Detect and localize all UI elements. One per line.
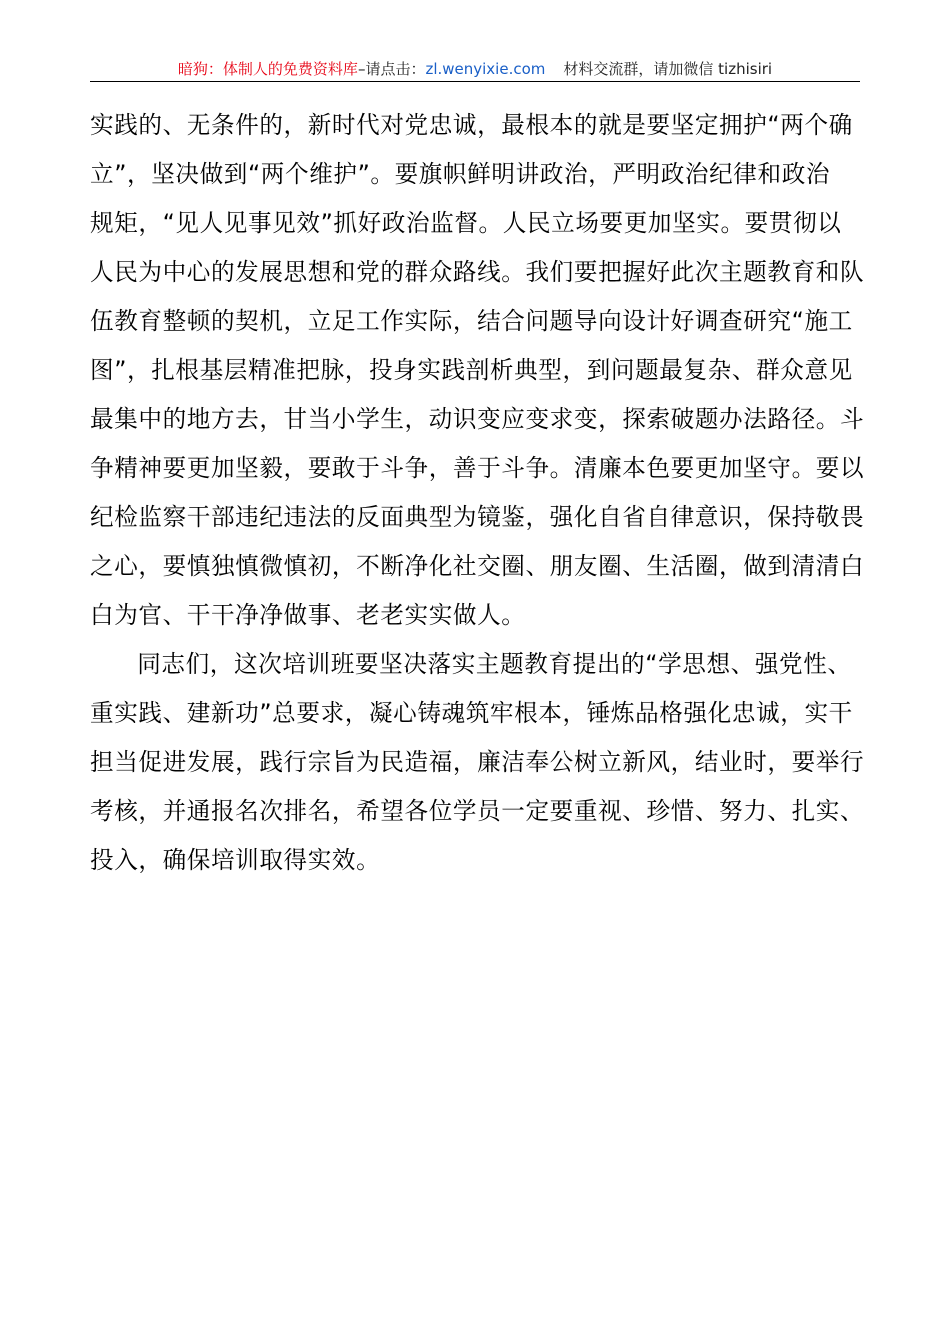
text-line: 立”，坚决做到“两个维护”。要旗帜鲜明讲政治，严明政治纪律和政治	[90, 160, 831, 188]
text-line: 争精神要更加坚毅，要敢于斗争，善于斗争。清廉本色要更加坚守。要以	[90, 454, 865, 482]
click-prompt: –请点击：	[357, 60, 426, 78]
document-body	[90, 101, 865, 885]
text-line: 担当促进发展，践行宗旨为民造福，廉洁奉公树立新风，结业时，要举行	[90, 748, 865, 776]
paragraph-1	[90, 101, 865, 640]
text-line: 考核，并通报名次排名，希望各位学员一定要重视、珍惜、努力、扎实、	[90, 797, 865, 825]
paragraph-2	[90, 640, 865, 885]
text-line: 白为官、干干净净做事、老老实实做人。	[90, 601, 526, 629]
text-line: 最集中的地方去，甘当小学生，动识变应变求变，探索破题办法路径。斗	[90, 405, 865, 433]
text-line: 实践的、无条件的，新时代对党忠诚，最根本的就是要坚定拥护“两个确	[90, 111, 853, 139]
page-header	[90, 58, 860, 82]
text-line: 伍教育整顿的契机，立足工作实际，结合问题导向设计好调查研究“施工	[90, 307, 853, 335]
header-divider	[90, 81, 860, 82]
text-line: 图”，扎根基层精准把脉，投身实践剖析典型，到问题最复杂、群众意见	[90, 356, 853, 384]
text-line: 纪检监察干部违纪违法的反面典型为镜鉴，强化自省自律意识，保持敬畏	[90, 503, 865, 531]
site-name: 暗狗：体制人的免费资料库	[177, 60, 358, 78]
text-line: 之心，要慎独慎微慎初，不断净化社交圈、朋友圈、生活圈，做到清清白	[90, 552, 865, 580]
wechat-note: 材料交流群，请加微信 tizhisiri	[563, 60, 773, 78]
site-url-link[interactable]: zl.wenyixie.com	[425, 60, 546, 78]
text-line: 重实践、建新功”总要求，凝心铸魂筑牢根本，锤炼品格强化忠诚，实干	[90, 699, 853, 727]
text-line: 规矩，“见人见事见效”抓好政治监督。人民立场要更加坚实。要贯彻以	[90, 209, 842, 237]
text-line: 同志们，这次培训班要坚决落实主题教育提出的“学思想、强党性、	[137, 650, 852, 678]
text-line: 投入，确保培训取得实效。	[90, 846, 381, 874]
text-line: 人民为中心的发展思想和党的群众路线。我们要把握好此次主题教育和队	[90, 258, 865, 286]
